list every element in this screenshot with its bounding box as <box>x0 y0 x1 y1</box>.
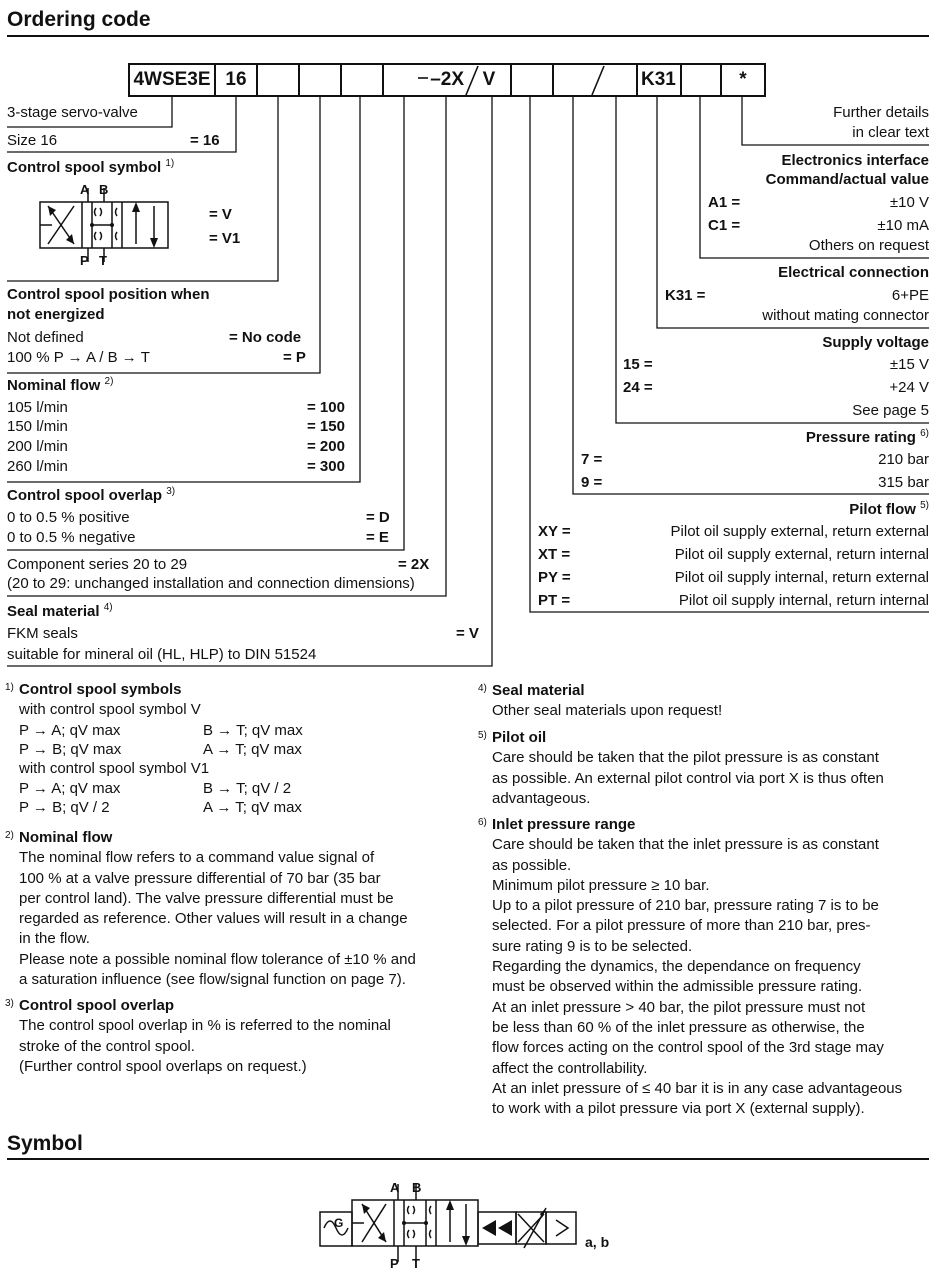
symbol-port-p: P <box>390 1256 399 1271</box>
note-ref-3: 3) <box>166 486 176 497</box>
code-box-size: 16 <box>214 63 258 97</box>
note-ref-5: 5) <box>920 500 929 511</box>
k31-note: without mating connector <box>762 307 929 324</box>
symbol-v1-value: = V1 <box>209 230 241 247</box>
c1-value: ±10 mA <box>877 217 929 234</box>
pct-value: = P <box>283 349 306 366</box>
flow-value: = 100 <box>307 399 345 416</box>
pilot-text: Pilot oil supply internal, return internal <box>678 592 929 609</box>
pct-label: 100 % P → A / B → T <box>7 349 150 366</box>
others-on-request: Others on request <box>808 237 929 254</box>
symbol-port-t: T <box>412 1256 420 1271</box>
note-ref-6: 6) <box>920 428 929 439</box>
code-box-connection: K31 <box>636 63 682 97</box>
overlap-e-value: = E <box>366 529 389 546</box>
footnote-2: 2) Nominal flow The nominal flow refers to a command value signal of 100 % at a valve pressure differential of 70 bar (35 bar per control land). The valve pressure differential must be regarded as reference. Other values will result in a change in the flow. Please note a possible nominal flow tolerance of ±10 % and a saturation influence (see flow/signal function on page 7). <box>5 829 416 989</box>
p7-value: 210 bar <box>878 451 929 468</box>
series-value: = 2X <box>398 556 430 573</box>
no-code-value: = No code <box>229 329 302 346</box>
pilot-code: PY = <box>538 569 571 586</box>
a1-value: ±10 V <box>889 194 929 211</box>
pilot-code: XY = <box>538 523 571 540</box>
symbol-port-a: A <box>390 1180 400 1195</box>
a1-code: A1 = <box>708 194 741 211</box>
code-box-seal: V <box>468 63 512 97</box>
symbol-g-label: G <box>334 1216 344 1230</box>
flow-label: 260 l/min <box>7 458 68 475</box>
fkm-note: suitable for mineral oil (HL, HLP) to DIN 51524 <box>7 646 317 663</box>
overlap-d-value: = D <box>366 509 390 526</box>
flow-value: = 300 <box>307 458 345 475</box>
spool-port-p: P <box>80 253 89 268</box>
footnote-1: 1) Control spool symbols with control spool symbol V P → A; qV max B → T; qV max P → B; qV max A → T; qV max with control spool symbol V1 P → A; qV max B → T; qV / 2 P → B; qV / 2 A → T; qV max <box>5 681 303 816</box>
further-details-2: in clear text <box>852 124 929 141</box>
v24-code: 24 = <box>623 379 653 396</box>
spool-port-b: B <box>99 182 109 197</box>
flow-label: 150 l/min <box>7 418 68 435</box>
v15-code: 15 = <box>623 356 653 373</box>
note-ref-1: 1) <box>165 158 175 169</box>
electronics-title-1: Electronics interface <box>781 152 929 169</box>
pilot-text: Pilot oil supply internal, return external <box>674 569 929 586</box>
pilot-code: XT = <box>538 546 571 563</box>
spool-port-a: A <box>80 182 90 197</box>
note-ref-2: 2) <box>104 376 114 387</box>
pilot-flow-title: Pilot flow $^{5)}$ <box>849 500 929 518</box>
flow-value: = 150 <box>307 418 345 435</box>
symbol-v-value: = V <box>209 206 232 223</box>
ordering-code-heading: Ordering code <box>7 8 151 31</box>
footnote-6: 6) Inlet pressure range Care should be taken that the inlet pressure is as constant as possible. Minimum pilot pressure ≥ 10 bar. Up to a pilot pressure of 210 bar, pressure rating 7 is to be selected. For a pilot pressure of more than 210 bar, pres- sure rating 9 is to be selected. Regarding the dynamics, the dependance on frequency must be observed within the admissible pressure rating. At an inlet pressure > 40 bar, the pilot pressure must not be less than 60 % of the inlet pressure as otherwise, the flow forces acting on the control spool of the 3rd stage may affect the controllability. At an inlet pressure of ≤ 40 bar it is in any case advantageous to work with a pilot pressure via port X (external supply). <box>478 816 903 1118</box>
code-box-details: * <box>720 63 766 97</box>
pilot-text: Pilot oil supply external, return internal <box>674 546 929 563</box>
p9-code: 9 = <box>581 474 603 491</box>
overlap-title: Control spool overlap $^{3)}$ <box>7 486 176 504</box>
symbol-port-b: B <box>412 1180 422 1195</box>
code-box-series: –2X <box>382 63 470 97</box>
note-ref-4: 4) <box>103 602 113 613</box>
series-note: (20 to 29: unchanged installation and connection dimensions) <box>7 575 415 592</box>
flow-label: 105 l/min <box>7 399 68 416</box>
nominal-flow-title: Nominal flow $^{2)}$ <box>7 376 114 394</box>
symbol-heading-rule <box>7 1158 929 1160</box>
p9-value: 315 bar <box>878 474 929 491</box>
pilot-text: Pilot oil supply external, return external <box>670 523 929 540</box>
p7-code: 7 = <box>581 451 603 468</box>
spool-position-title-1: Control spool position when <box>7 286 210 303</box>
series-label: Component series 20 to 29 <box>7 556 188 573</box>
supply-voltage-title: Supply voltage <box>822 334 929 351</box>
valve-symbol-icon <box>318 1178 588 1274</box>
electrical-connection-title: Electrical connection <box>778 264 929 281</box>
flow-value: = 200 <box>307 438 345 455</box>
footnote-5: 5) Pilot oil Care should be taken that the pilot pressure is as constant as possible. An external pilot control via port X is thus often advantageous. <box>478 729 884 807</box>
not-defined-label: Not defined <box>7 329 84 346</box>
spool-position-title-2: not energized <box>7 306 105 323</box>
footnote-3: 3) Control spool overlap The control spool overlap in % is referred to the nominal stroke of the control spool. (Further control spool overlaps on request.) <box>5 997 391 1075</box>
fkm-label: FKM seals <box>7 625 78 642</box>
size-label: Size 16 <box>7 132 58 149</box>
electronics-title-2: Command/actual value <box>765 171 929 188</box>
seal-title: Seal material $^{4)}$ <box>7 602 113 620</box>
v15-value: ±15 V <box>889 356 929 373</box>
fkm-value: = V <box>456 625 479 642</box>
pilot-code: PT = <box>538 592 571 609</box>
c1-code: C1 = <box>708 217 741 234</box>
overlap-d-label: 0 to 0.5 % positive <box>7 509 130 526</box>
pressure-rating-title: Pressure rating $^{6)}$ <box>805 428 929 446</box>
k31-code: K31 = <box>665 287 706 304</box>
symbol-heading: Symbol <box>7 1132 83 1155</box>
code-box-type: 4WSE3E <box>128 63 216 97</box>
k31-value: 6+PE <box>891 287 929 304</box>
size-value: = 16 <box>190 132 220 149</box>
servo-valve-label: 3-stage servo-valve <box>7 104 138 121</box>
spool-symbol-title: Control spool symbol $^{1)}$ <box>7 158 175 176</box>
footnote-4: 4) Seal material Other seal materials upon request! <box>478 682 723 720</box>
spool-port-t: T <box>99 253 107 268</box>
see-page-5: See page 5 <box>852 402 929 419</box>
v24-value: +24 V <box>889 379 929 396</box>
overlap-e-label: 0 to 0.5 % negative <box>7 529 136 546</box>
further-details-1: Further details <box>833 104 929 121</box>
symbol-ab-label: a, b <box>585 1234 610 1250</box>
flow-label: 200 l/min <box>7 438 68 455</box>
